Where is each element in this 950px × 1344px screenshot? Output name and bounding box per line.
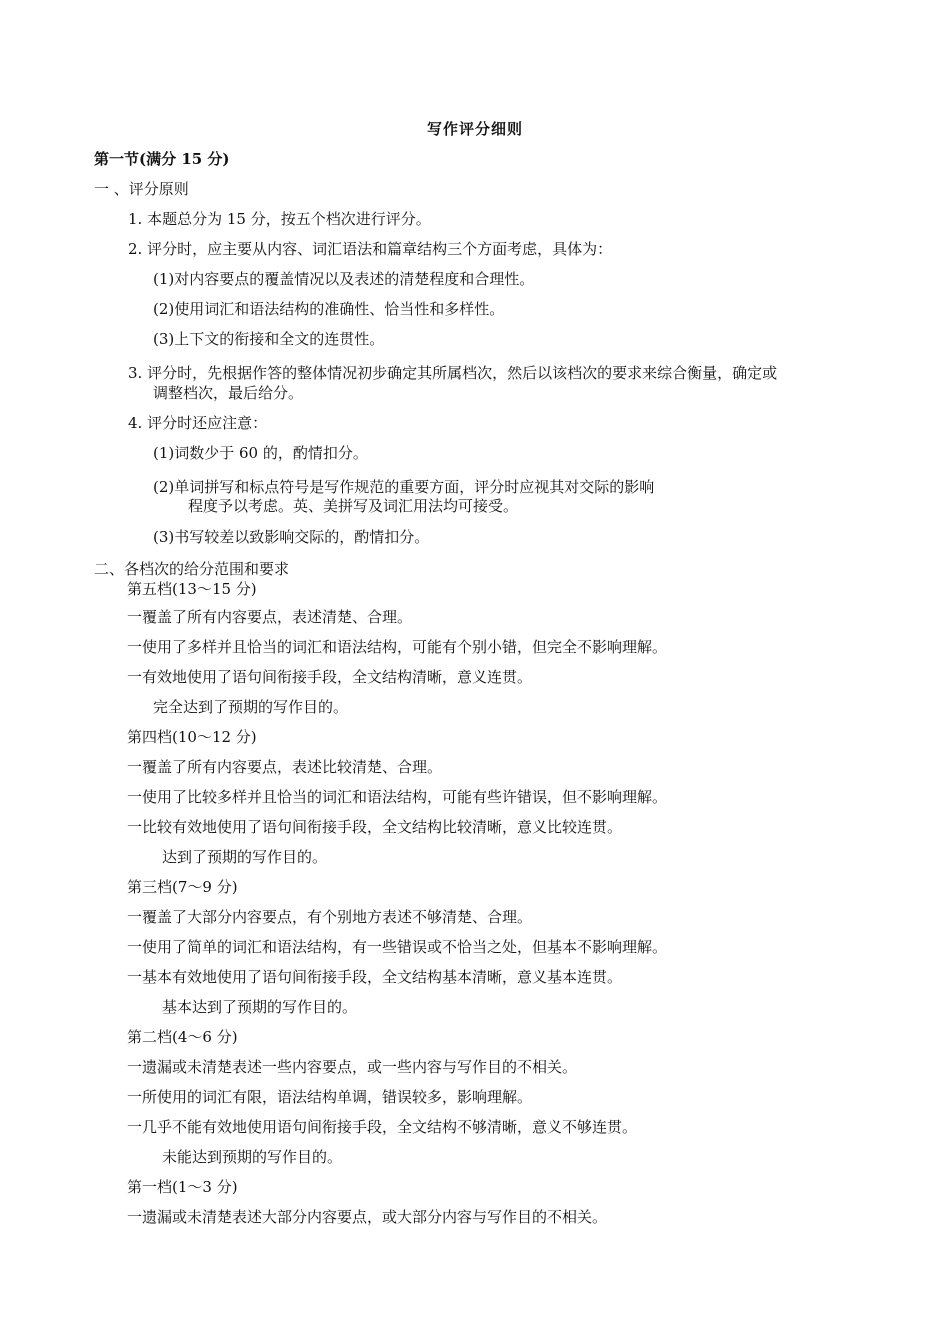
principle-subitem: (1)对内容要点的覆盖情况以及表述的清楚程度和合理性。 — [153, 270, 535, 288]
principle-item-continuation: 调整档次，最后给分。 — [153, 384, 304, 402]
grade-criterion: 一使用了简单的词汇和语法结构，有一些错误或不恰当之处，但基本不影响理解。 — [127, 938, 668, 956]
grade-conclusion: 基本达到了预期的写作目的。 — [162, 998, 358, 1016]
grade-criterion: 一几乎不能有效地使用语句间衔接手段，全文结构不够清晰，意义不够连贯。 — [127, 1118, 638, 1136]
section-heading: 第一节(满分 15 分) — [94, 150, 230, 168]
grade-criterion: 一覆盖了大部分内容要点，有个别地方表述不够清楚、合理。 — [127, 908, 533, 926]
grade-label: 第一档(1～3 分) — [127, 1178, 238, 1196]
document-title: 写作评分细则 — [426, 120, 523, 138]
principles-heading: 一 、评分原则 — [94, 180, 189, 198]
grade-criterion: 一遗漏或未清楚表述一些内容要点，或一些内容与写作目的不相关。 — [127, 1058, 578, 1076]
grades-heading: 二、各档次的给分范围和要求 — [94, 560, 290, 578]
principle-item: 1. 本题总分为 15 分，按五个档次进行评分。 — [128, 210, 431, 228]
grade-conclusion: 达到了预期的写作目的。 — [162, 848, 328, 866]
grade-label: 第三档(7～9 分) — [127, 878, 238, 896]
grade-criterion: 一覆盖了所有内容要点，表述清楚、合理。 — [127, 608, 413, 626]
principle-subitem: (1)词数少于 60 的，酌情扣分。 — [153, 444, 368, 462]
principle-item: 2. 评分时，应主要从内容、词汇语法和篇章结构三个方面考虑，具体为： — [128, 240, 613, 258]
grade-criterion: 一所使用的词汇有限，语法结构单调，错误较多，影响理解。 — [127, 1088, 533, 1106]
grade-criterion: 一比较有效地使用了语句间衔接手段，全文结构比较清晰，意义比较连贯。 — [127, 818, 623, 836]
grade-criterion: 一覆盖了所有内容要点，表述比较清楚、合理。 — [127, 758, 443, 776]
grade-criterion: 一使用了多样并且恰当的词汇和语法结构，可能有个别小错，但完全不影响理解。 — [127, 638, 668, 656]
principle-subitem: (3)上下文的衔接和全文的连贯性。 — [153, 330, 385, 348]
grade-label: 第四档(10～12 分) — [127, 728, 257, 746]
grade-conclusion: 完全达到了预期的写作目的。 — [153, 698, 349, 716]
principle-subitem: (2)单词拼写和标点符号是写作规范的重要方面，评分时应视其对交际的影响 — [153, 478, 655, 496]
principle-subitem-continuation: 程度予以考虑。英、美拼写及词汇用法均可接受。 — [188, 497, 519, 515]
grade-criterion: 一有效地使用了语句间衔接手段，全文结构清晰，意义连贯。 — [127, 668, 533, 686]
grade-label: 第二档(4～6 分) — [127, 1028, 238, 1046]
grade-conclusion: 未能达到预期的写作目的。 — [162, 1148, 343, 1166]
principle-subitem: (3)书写较差以致影响交际的，酌情扣分。 — [153, 528, 430, 546]
principle-item: 3. 评分时，先根据作答的整体情况初步确定其所属档次，然后以该档次的要求来综合衡量，确定或 — [128, 364, 778, 382]
grade-criterion: 一基本有效地使用了语句间衔接手段，全文结构基本清晰，意义基本连贯。 — [127, 968, 623, 986]
grade-criterion: 一遗漏或未清楚表述大部分内容要点，或大部分内容与写作目的不相关。 — [127, 1208, 608, 1226]
grade-label: 第五档(13～15 分) — [127, 580, 257, 598]
principle-item: 4. 评分时还应注意： — [128, 414, 268, 432]
grade-criterion: 一使用了比较多样并且恰当的词汇和语法结构，可能有些许错误，但不影响理解。 — [127, 788, 668, 806]
principle-subitem: (2)使用词汇和语法结构的准确性、恰当性和多样性。 — [153, 300, 505, 318]
